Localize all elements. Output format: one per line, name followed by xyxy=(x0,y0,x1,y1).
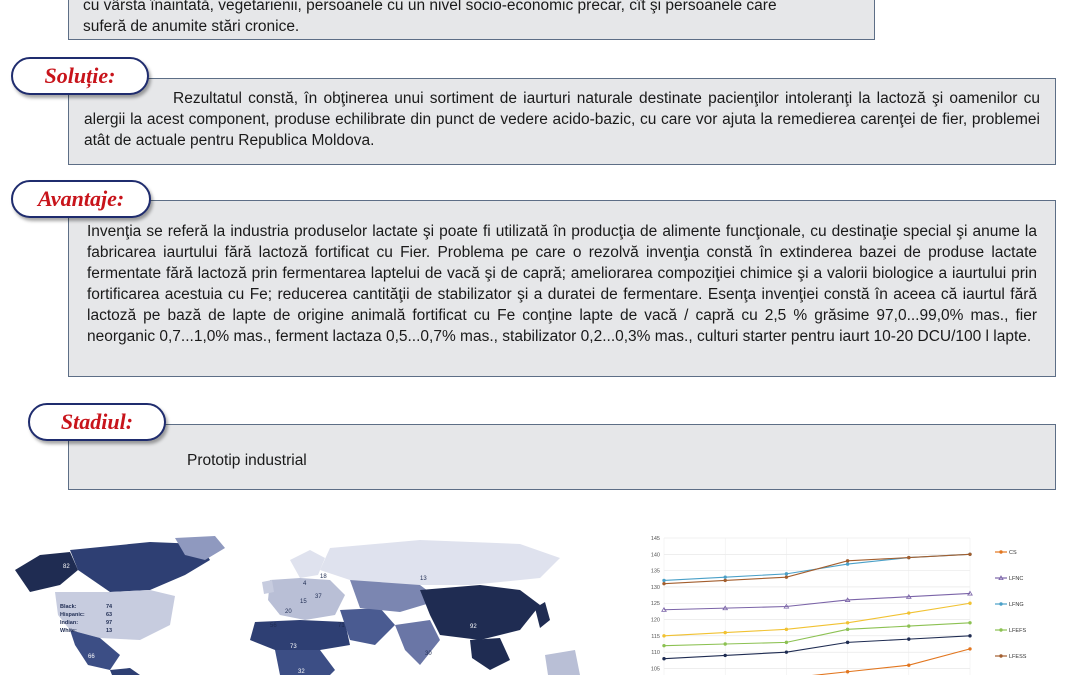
data-point xyxy=(724,631,727,634)
intro-text-box xyxy=(68,0,875,40)
data-point xyxy=(662,582,665,585)
legend-marker xyxy=(999,628,1002,631)
data-point xyxy=(907,556,910,559)
legend-label: LFEFS xyxy=(1009,628,1027,634)
map-label-as1: 30 xyxy=(425,651,432,657)
series-line-0 xyxy=(664,649,970,675)
data-point xyxy=(846,621,849,624)
intro-line-2: suferă de anumite stări cronice. xyxy=(83,18,300,35)
us-legend-label-2: Indian: xyxy=(60,620,79,626)
data-point xyxy=(785,628,788,631)
series-line-4 xyxy=(664,554,970,583)
solution-box xyxy=(68,78,1056,165)
data-point xyxy=(907,624,910,627)
data-point xyxy=(846,562,849,565)
map-label-ru: 13 xyxy=(420,576,427,582)
data-point xyxy=(724,654,727,657)
data-point xyxy=(968,553,971,556)
data-point xyxy=(907,664,910,667)
y-tick-label: 130 xyxy=(650,584,660,591)
map-russia xyxy=(320,540,560,585)
us-legend-label-1: Hispanic: xyxy=(60,612,85,618)
us-legend-value-1: 63 xyxy=(106,612,113,618)
map-label-af2: 32 xyxy=(298,669,305,675)
map-uk xyxy=(262,580,274,594)
y-tick-label: 115 xyxy=(651,633,660,640)
data-point xyxy=(846,641,849,644)
advantages-box xyxy=(68,200,1056,377)
data-point xyxy=(662,644,665,647)
series-line-2 xyxy=(664,554,970,580)
map-label-cn: 92 xyxy=(470,624,477,630)
map-label-af1: 73 xyxy=(290,644,297,650)
y-tick-label: 120 xyxy=(650,617,660,624)
legend-label: CS xyxy=(1009,550,1017,556)
data-point xyxy=(907,611,910,614)
legend-label: LFNC xyxy=(1009,576,1024,582)
solution-text: Rezultatul constă, în obţinerea unui sortiment de iaurturi naturale destinate pacienţilor intoleranţi la lactoză şi oamenilor cu alergii la acest component, produse echilibrate din punct de vedere acido-bazic, cu care vor ajuta la remedierea carenţei de fier, problemei atât de actuale pentru Republica Moldova. xyxy=(84,90,1040,149)
map-label-eu6: 56 xyxy=(270,623,277,629)
data-point xyxy=(662,657,665,660)
legend-marker xyxy=(999,550,1002,553)
data-point xyxy=(846,559,849,562)
data-point xyxy=(724,579,727,582)
y-tick-label: 110 xyxy=(651,650,660,657)
y-tick-label: 105 xyxy=(650,666,660,673)
map-label-eu3: 20 xyxy=(285,609,292,615)
y-tick-label: 135 xyxy=(650,568,660,575)
data-point xyxy=(907,637,910,640)
yogurt-line-chart xyxy=(640,528,1080,675)
series-line-1 xyxy=(664,593,970,609)
world-lactose-map xyxy=(0,530,580,675)
legend-label: LFNG xyxy=(1009,602,1024,608)
map-north-africa xyxy=(250,620,350,650)
legend-marker xyxy=(999,654,1002,657)
map-label-eu4: 37 xyxy=(315,594,322,600)
map-label-eu5: 15 xyxy=(300,599,307,605)
data-point xyxy=(724,642,727,645)
us-legend-value-2: 97 xyxy=(106,620,113,626)
data-point xyxy=(968,647,971,650)
map-label-na: 82 xyxy=(63,564,70,570)
us-legend-value-0: 74 xyxy=(106,604,113,610)
data-point xyxy=(785,575,788,578)
map-label-eu2: 18 xyxy=(320,574,327,580)
data-point xyxy=(846,670,849,673)
series-line-6 xyxy=(664,636,970,659)
data-point xyxy=(968,621,971,624)
us-legend-value-3: 13 xyxy=(106,628,113,634)
us-legend-label-3: White: xyxy=(60,628,77,634)
stage-text: Prototip industrial xyxy=(187,452,307,469)
map-label-ca: 66 xyxy=(88,654,95,660)
legend-label: LFESS xyxy=(1009,654,1027,660)
solution-label: Soluție: xyxy=(11,57,149,95)
advantages-label: Avantaje: xyxy=(11,180,151,218)
y-tick-label: 125 xyxy=(650,601,660,608)
data-point xyxy=(785,650,788,653)
advantages-text: Invenţia se referă la industria produselor lactate şi poate fi utilizată în producţia de alimente funcţionale, cu destinaţie special şi anume la fabricarea iaurtului fără lactoză fortificat cu Fier. Problema pe care o rezolvă invenţia constă în extinderea bazei de produse lactate fermentate fără lactoză prin fermentarea laptelui de vacă şi de capră; ameliorarea compoziţiei chimice şi a valorii biologice a iaurtului prin fortificarea acestuia cu Fe; reducerea cantităţii de stabilizator şi a duratei de fermentare. Esenţa invenţiei constă în aceea că iaurtul fără lactoză pe bază de lapte de origine animală fortificat cu Fe conţine lapte de vacă / capră cu 2,5 % grăsime 97,0...99,0% mas., fier neorganic 0,7...1,0% mas., ferment lactaza 0,5...0,7% mas., stabilizator 0,2...0,3% mas., culturi starter pentru iaurt 10-20 DCU/100 l lapte. xyxy=(87,223,1037,345)
data-point xyxy=(662,579,665,582)
data-point xyxy=(968,634,971,637)
intro-line-1: cu vârsta înaintată, vegetarienii, persoanele cu un nivel socio-economic precar, cît şi persoanele care xyxy=(83,0,777,14)
data-point xyxy=(724,575,727,578)
data-point xyxy=(785,572,788,575)
data-point xyxy=(785,641,788,644)
legend-marker xyxy=(999,602,1002,605)
data-point xyxy=(846,628,849,631)
map-label-eu7: 71 xyxy=(338,623,345,629)
y-tick-label: 140 xyxy=(650,552,660,559)
stage-label: Stadiul: xyxy=(28,403,166,441)
data-point xyxy=(968,602,971,605)
data-point xyxy=(662,634,665,637)
y-tick-label: 145 xyxy=(650,536,660,542)
stage-box xyxy=(68,424,1056,490)
map-label-eu1: 4 xyxy=(303,581,307,587)
us-legend-label-0: Black: xyxy=(60,604,77,610)
